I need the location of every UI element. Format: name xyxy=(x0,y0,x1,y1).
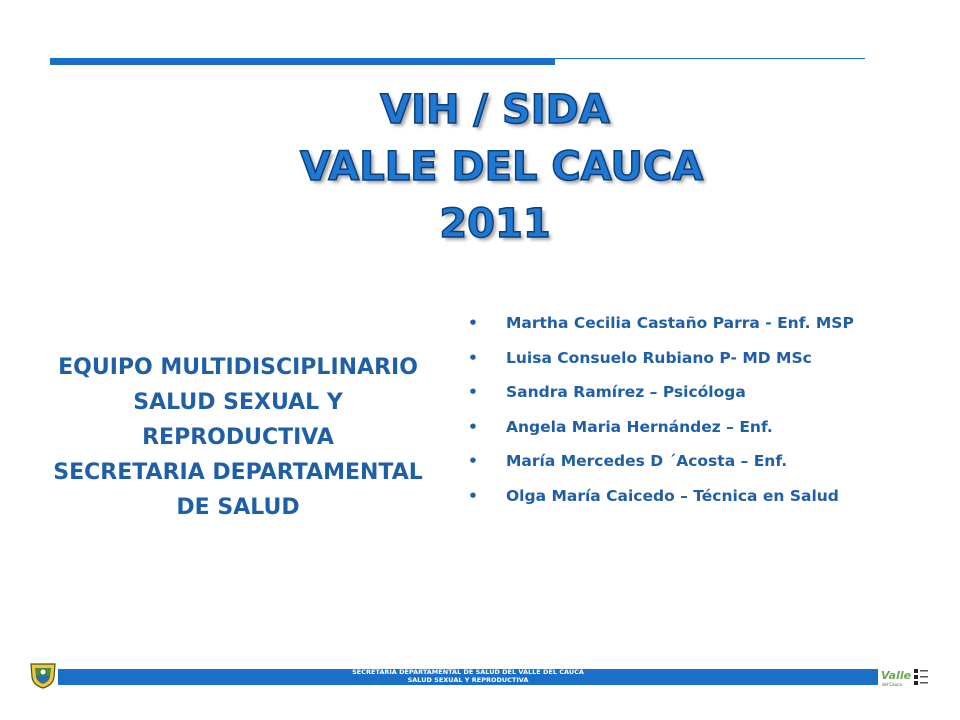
member-name: Martha Cecilia Castaño Parra - Enf. MSP xyxy=(506,314,854,332)
team-line: DE SALUD xyxy=(176,495,300,520)
team-line: EQUIPO MULTIDISCIPLINARIO xyxy=(58,355,418,380)
bullet-icon: • xyxy=(468,348,478,367)
list-item xyxy=(468,341,928,376)
footer-line-2: SALUD SEXUAL Y REPRODUCTIVA xyxy=(407,675,529,684)
list-item xyxy=(468,375,928,410)
valle-del-cauca-logo xyxy=(880,667,930,691)
department-seal-icon xyxy=(28,660,58,690)
header-rule-thick xyxy=(50,58,555,65)
bullet-icon: • xyxy=(468,452,478,470)
list-item xyxy=(468,444,928,479)
slide-title xyxy=(300,82,704,253)
list-item xyxy=(468,410,928,445)
list-item xyxy=(468,479,928,514)
member-name: Luisa Consuelo Rubiano P- MD MSc xyxy=(506,348,812,367)
team-line: REPRODUCTIVA xyxy=(142,425,334,450)
logo-subtext: del Cauca xyxy=(882,682,902,687)
logo-text: Valle xyxy=(881,669,912,682)
team-heading xyxy=(28,350,448,525)
team-line: SALUD SEXUAL Y xyxy=(133,390,343,415)
member-name: Olga María Caicedo – Técnica en Salud xyxy=(506,486,839,505)
member-name: Sandra Ramírez – Psicóloga xyxy=(506,383,746,401)
bullet-icon: • xyxy=(468,314,478,332)
member-name: Angela Maria Hernández – Enf. xyxy=(506,417,773,436)
footer-line-1: SECRETARIA DEPARTAMENTAL DE SALUD DEL VALLE DEL CAUCA xyxy=(352,668,584,676)
members-list xyxy=(468,306,928,513)
team-line: SECRETARIA DEPARTAMENTAL xyxy=(53,460,423,485)
title-line-1: VIH / SIDA xyxy=(380,87,610,133)
footer-bar xyxy=(58,669,878,685)
list-item xyxy=(468,306,928,341)
bullet-icon: • xyxy=(468,417,478,436)
title-line-2: VALLE DEL CAUCA xyxy=(300,144,704,190)
bullet-icon: • xyxy=(468,486,478,505)
title-line-3: 2011 xyxy=(439,201,551,247)
member-name: María Mercedes D ´Acosta – Enf. xyxy=(506,452,788,470)
bullet-icon: • xyxy=(468,383,478,401)
header-rule-thin xyxy=(555,58,865,59)
